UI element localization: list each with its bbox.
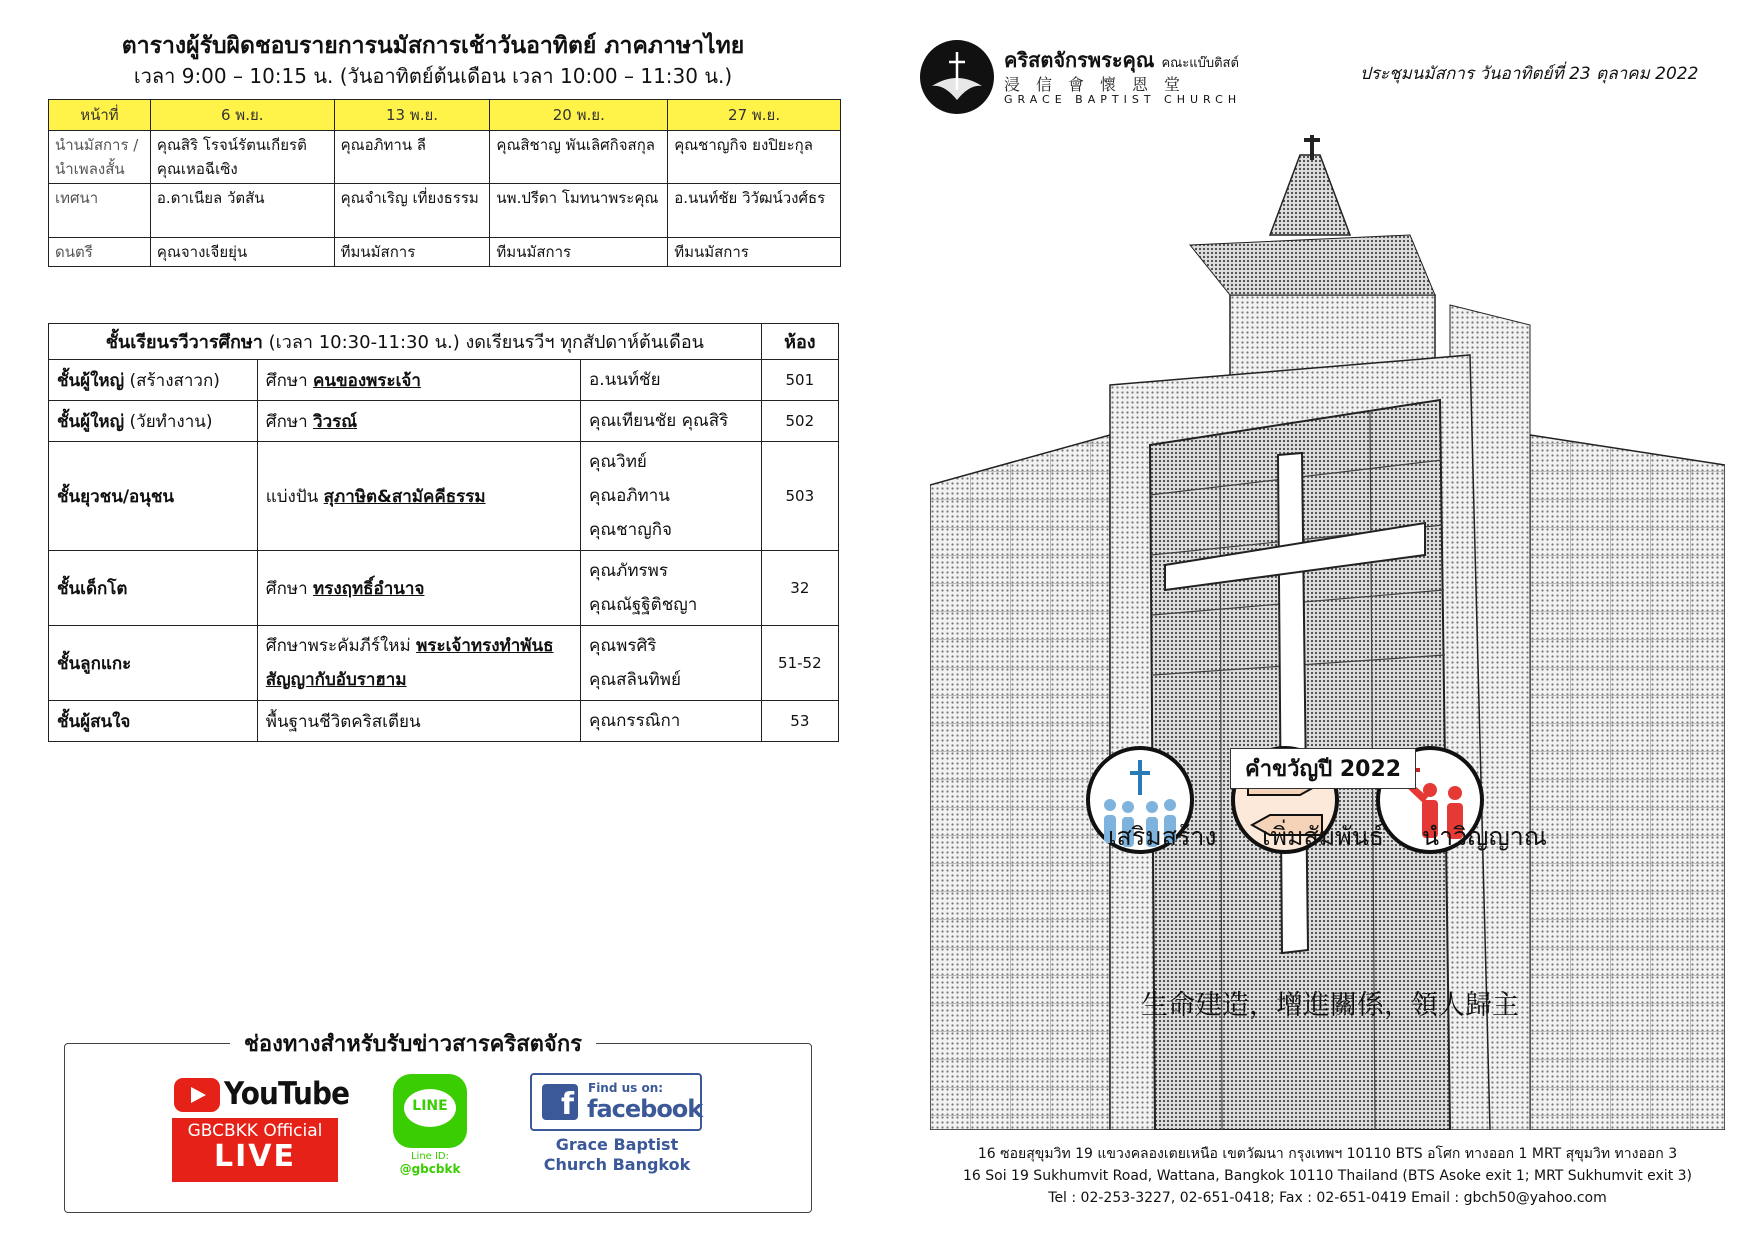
table-cell: ทีมนมัสการ [668, 238, 841, 267]
class-name [49, 701, 258, 742]
class-room: 501 [761, 360, 838, 401]
facebook-link[interactable] [530, 1073, 704, 1179]
topic-title: พระเจ้าทรงทำพันธสัญญากับอับราฮาม [265, 636, 554, 690]
class-name [49, 626, 258, 701]
class-teachers [581, 360, 762, 401]
class-name-text: ชั้นผู้ใหญ่ [57, 411, 125, 432]
line-icon-text: LINE [412, 1098, 448, 1114]
class-teachers [581, 701, 762, 742]
table-cell: คุณสิชาญ พันเลิศกิจสกุล [490, 131, 668, 184]
table-cell: คุณชาญกิจ ยงปิยะกุล [668, 131, 841, 184]
table-row [49, 238, 841, 267]
channels-title: ช่องทางสำหรับรับข่าวสารคริสตจักร [230, 1026, 596, 1061]
class-note: (วัยทำงาน) [124, 411, 213, 432]
address-english: 16 Soi 19 Sukhumvit Road, Wattana, Bangkok 10110 Thailand (BTS Asoke exit 1; MRT Sukhumvit exit 3) [962, 1168, 1692, 1184]
topic-prefix: พื้นฐานชีวิตคริสเตียน [265, 711, 421, 732]
table-row [49, 551, 839, 626]
youtube-icon [174, 1078, 220, 1112]
church-address [930, 1143, 1725, 1209]
service-date: ประชุมนมัสการ วันอาทิตย์ที่ 23 ตุลาคม 2022 [1360, 64, 1699, 84]
topic-title: วิวรณ์ [313, 411, 358, 432]
table-cell: อ.ดาเนียล วัตสัน [150, 184, 334, 238]
class-room: 502 [761, 401, 838, 442]
topic-prefix: ศึกษา [265, 411, 314, 432]
church-name-chinese: 浸信會懷恩堂 [1004, 75, 1197, 94]
class-name-text: ชั้นลูกแกะ [57, 653, 132, 674]
facebook-find-label: Find us on: [588, 1081, 664, 1095]
room-header: ห้อง [761, 324, 838, 360]
motto-chinese: 生命建造，增進關係，領人歸主 [1141, 990, 1519, 1021]
teacher-name: คุณภัทรพร [589, 561, 669, 581]
church-logo [920, 40, 994, 114]
column-header: 6 พ.ย. [150, 100, 334, 131]
motto-item-evangelism: นำวิญญาณ [1422, 822, 1547, 851]
topic-prefix: ศึกษา [265, 578, 314, 599]
church-illustration [930, 135, 1725, 1130]
sunday-school-table [48, 323, 839, 742]
class-name-text: ชั้นเด็กโต [57, 578, 128, 599]
column-header: 20 พ.ย. [490, 100, 668, 131]
teacher-name: คุณสลินทิพย์ [589, 670, 681, 690]
cross-icon [920, 40, 994, 114]
topic-prefix: ศึกษาพระคัมภีร์ใหม่ [265, 636, 417, 656]
address-thai: 16 ซอยสุขุมวิท 19 แขวงคลองเตยเหนือ เขตวัฒนา กรุงเทพฯ 10110 BTS อโศก ทางออก 1 MRT สุขุมวิท ทางออก 3 [977, 1146, 1678, 1162]
facebook-wordmark: facebook [587, 1095, 703, 1123]
class-name-text: ชั้นผู้ใหญ่ [57, 370, 125, 391]
motto-item-relationship: เพิ่มสัมพันธ์ [1262, 822, 1385, 851]
facebook-page-name-2: Church Bangkok [543, 1155, 691, 1174]
line-link[interactable] [388, 1074, 472, 1188]
youtube-channel-name: GBCBKK Official [187, 1121, 323, 1141]
teacher-name: คุณชาญกิจ [589, 520, 672, 540]
youtube-wordmark: YouTube [224, 1076, 350, 1112]
schedule-title: ตารางผู้รับผิดชอบรายการนมัสการเช้าวันอาทิตย์ ภาคภาษาไทย [121, 33, 745, 59]
church-name-thai-text: คริสตจักรพระคุณ [1004, 48, 1155, 72]
table-cell: คุณจางเจียยุ่น [150, 238, 334, 267]
class-room: 32 [761, 551, 838, 626]
class-topic [257, 360, 580, 401]
table-cell: คุณสิริ โรจน์รัตนเกียรติ คุณเหอฉีเซิง [150, 131, 334, 184]
class-teachers [581, 551, 762, 626]
teacher-name: คุณกรรณิกา [589, 711, 681, 731]
class-teachers [581, 626, 762, 701]
class-teachers [581, 442, 762, 551]
table-row [49, 442, 839, 551]
role-cell: นำนมัสการ /นำเพลงสั้น [49, 131, 151, 184]
table-row [49, 401, 839, 442]
line-id-label: Line ID: [410, 1151, 450, 1162]
topic-title: ทรงฤทธิ์อำนาจ [313, 578, 425, 599]
class-topic [257, 401, 580, 442]
table-header-row [49, 324, 839, 360]
class-name [49, 442, 258, 551]
classes-header-rest: (เวลา 10:30-11:30 น.) งดเรียนรวีฯ ทุกสัปดาห์ต้นเดือน [262, 332, 704, 353]
table-header-row [49, 100, 841, 131]
line-id: @gbcbkk [399, 1162, 461, 1176]
motto-item-build: เสริมสร้าง [1108, 822, 1217, 851]
table-row [49, 131, 841, 184]
classes-header [49, 324, 762, 360]
table-cell: คุณจำเริญ เที่ยงธรรม [334, 184, 490, 238]
teacher-name: คุณณัฐฐิติชญา [589, 595, 698, 615]
denomination: คณะแบ๊บติสต์ [1161, 56, 1239, 71]
role-cell: ดนตรี [49, 238, 151, 267]
table-row [49, 184, 841, 238]
youtube-live-panel [172, 1118, 338, 1182]
class-room: 503 [761, 442, 838, 551]
class-name-text: ชั้นผู้สนใจ [57, 711, 131, 732]
class-topic [257, 442, 580, 551]
column-header: 13 พ.ย. [334, 100, 490, 131]
column-header: หน้าที่ [49, 100, 151, 131]
table-cell: นพ.ปรีดา โมทนาพระคุณ [490, 184, 668, 238]
table-cell: คุณอภิทาน ลี [334, 131, 490, 184]
class-room: 51-52 [761, 626, 838, 701]
facebook-badge [530, 1073, 702, 1131]
class-name [49, 551, 258, 626]
column-header: 27 พ.ย. [668, 100, 841, 131]
worship-schedule-table [48, 99, 841, 267]
church-name-english: GRACE BAPTIST CHURCH [1004, 93, 1242, 106]
class-room: 53 [761, 701, 838, 742]
teacher-name: คุณวิทย์ [589, 452, 647, 472]
teacher-name: คุณเทียนชัย คุณสิริ [589, 411, 729, 431]
table-cell: อ.นนท์ชัย วิวัฒน์วงศ์ธร [668, 184, 841, 238]
classes-header-bold: ชั้นเรียนรวีวารศึกษา [105, 332, 263, 353]
class-name-text: ชั้นยุวชน/อนุชน [57, 486, 175, 507]
table-row [49, 626, 839, 701]
teacher-name: อ.นนท์ชัย [589, 370, 661, 390]
class-note: (สร้างสาวก) [124, 370, 220, 391]
table-row [49, 701, 839, 742]
teacher-name: คุณอภิทาน [589, 486, 670, 506]
line-icon [393, 1074, 467, 1148]
topic-prefix: แบ่งปัน [265, 486, 324, 507]
class-name [49, 401, 258, 442]
table-row [49, 360, 839, 401]
teacher-name: คุณพรศิริ [589, 636, 657, 656]
motto-title: คำขวัญปี 2022 [1230, 748, 1416, 789]
table-cell: ทีมนมัสการ [490, 238, 668, 267]
topic-title: คนของพระเจ้า [313, 370, 421, 391]
class-teachers [581, 401, 762, 442]
table-cell: ทีมนมัสการ [334, 238, 490, 267]
topic-prefix: ศึกษา [265, 370, 314, 391]
facebook-icon: f [542, 1084, 578, 1120]
class-topic [257, 551, 580, 626]
facebook-page-name-1: Grace Baptist [555, 1135, 679, 1154]
topic-title: สุภาษิต&สามัคคีธรรม [323, 486, 486, 507]
class-name [49, 360, 258, 401]
role-cell: เทศนา [49, 184, 151, 238]
class-topic [257, 701, 580, 742]
youtube-link[interactable] [172, 1076, 350, 1182]
schedule-subtitle: เวลา 9:00 – 10:15 น. (วันอาทิตย์ต้นเดือน เวลา 10:00 – 11:30 น.) [133, 64, 733, 88]
class-topic [257, 626, 580, 701]
youtube-live-label: LIVE [214, 1139, 296, 1174]
contact-info: Tel : 02-253-3227, 02-651-0418; Fax : 02-651-0419 Email : gbch50@yahoo.com [1048, 1190, 1607, 1206]
